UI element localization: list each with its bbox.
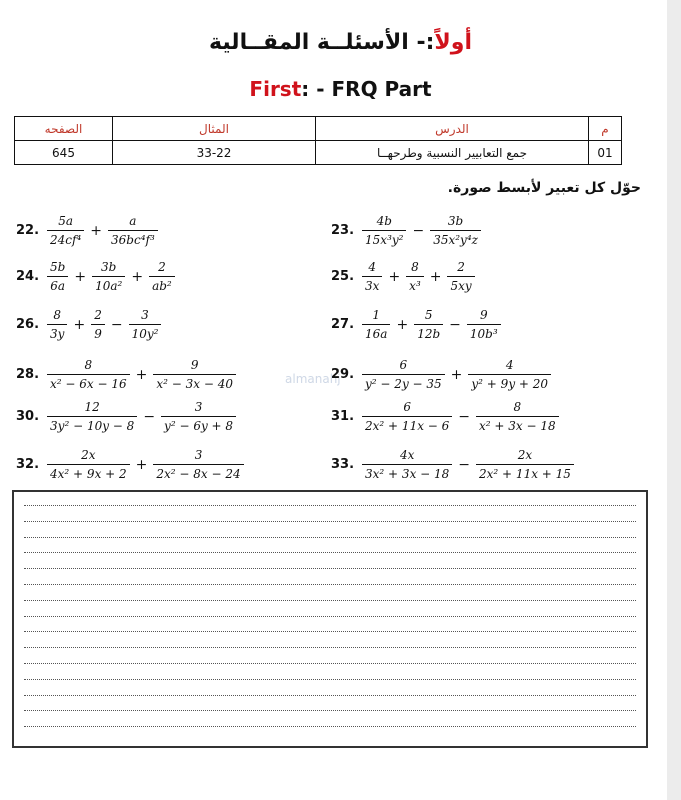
problem-number: 30. — [16, 409, 40, 424]
denominator: 6a — [47, 276, 68, 293]
arabic-title-red: أولاً — [434, 30, 473, 55]
fraction — [467, 308, 501, 341]
numerator: 2 — [158, 260, 166, 274]
fraction — [153, 358, 236, 391]
numerator: 2x — [81, 448, 96, 462]
denominator: x³ — [406, 276, 424, 293]
operator: − — [458, 456, 471, 473]
problem-number: 33. — [331, 457, 355, 472]
numerator: 4x — [399, 448, 415, 462]
denominator: 24cf⁴ — [47, 230, 84, 247]
problem-number: 27. — [331, 317, 355, 332]
denominator: y² − 6y + 8 — [161, 416, 236, 433]
fraction — [362, 400, 452, 433]
denominator: 36bc⁴f³ — [108, 230, 158, 247]
problem-24 — [16, 260, 177, 293]
numerator: 8 — [53, 308, 62, 322]
problem-number: 26. — [16, 317, 40, 332]
operator: + — [73, 316, 86, 333]
header-lesson: الدرس — [316, 117, 589, 141]
fraction — [108, 214, 158, 247]
denominator: 12b — [414, 324, 443, 341]
denominator: 10a² — [92, 276, 125, 293]
problem-number: 31. — [331, 409, 355, 424]
denominator: ab² — [149, 276, 175, 293]
fraction — [47, 260, 68, 293]
arabic-title — [0, 30, 681, 55]
denominator: 3y — [47, 324, 67, 341]
header-page: الصفحه — [15, 117, 113, 141]
denominator: x² − 6x − 16 — [47, 374, 130, 391]
denominator: 10y² — [129, 324, 162, 341]
writing-line — [24, 552, 636, 553]
problem-33 — [331, 448, 576, 481]
header-index: م — [589, 117, 622, 141]
english-title-rest: : - FRQ Part — [301, 77, 432, 101]
writing-line — [24, 584, 636, 585]
numerator: 8 — [84, 358, 93, 372]
numerator: 2 — [457, 260, 465, 274]
problem-number: 29. — [331, 367, 355, 382]
problem-number: 22. — [16, 223, 40, 238]
denominator: 2x² + 11x + 15 — [476, 464, 574, 481]
fraction — [476, 400, 559, 433]
english-title — [0, 77, 681, 101]
numerator: 4 — [505, 358, 514, 372]
operator: + — [90, 222, 103, 239]
operator: − — [110, 316, 123, 333]
numerator: 3 — [194, 448, 203, 462]
fraction — [447, 260, 474, 293]
writing-line — [24, 679, 636, 680]
denominator: 35x²y⁴z — [430, 230, 481, 247]
numerator: a — [129, 214, 137, 228]
cell-lesson: جمع التعابيير النسبية وطرحهــا — [316, 141, 589, 165]
fraction — [468, 358, 551, 391]
fraction — [362, 308, 390, 341]
fraction — [430, 214, 481, 247]
writing-line — [24, 521, 636, 522]
writing-line — [24, 726, 636, 727]
cell-example: 33-22 — [113, 141, 316, 165]
numerator: 4 — [368, 260, 377, 274]
answer-box[interactable] — [12, 490, 648, 748]
operator: − — [412, 222, 425, 239]
fraction — [161, 400, 236, 433]
problem-30 — [16, 400, 238, 433]
numerator: 3 — [194, 400, 203, 414]
denominator: 3x — [362, 276, 382, 293]
fraction — [476, 448, 574, 481]
fraction — [47, 400, 137, 433]
problem-32 — [16, 448, 246, 481]
header-example: المثال — [113, 117, 316, 141]
problem-number: 28. — [16, 367, 40, 382]
numerator: 6 — [403, 400, 411, 414]
numerator: 1 — [372, 308, 381, 322]
problem-number: 32. — [16, 457, 40, 472]
operator: − — [143, 408, 156, 425]
operator: + — [131, 268, 144, 285]
cell-index: 01 — [589, 141, 622, 165]
lesson-table-header — [15, 117, 622, 141]
fraction — [47, 214, 84, 247]
writing-line — [24, 537, 636, 538]
numerator: 8 — [411, 260, 419, 274]
denominator: 4x² + 9x + 2 — [47, 464, 130, 481]
problem-29 — [331, 358, 553, 391]
writing-line — [24, 695, 636, 696]
writing-line — [24, 663, 636, 664]
fraction — [149, 260, 175, 293]
fraction — [362, 448, 452, 481]
denominator: 15x³y² — [362, 230, 406, 247]
problem-number: 25. — [331, 269, 355, 284]
page-edge — [667, 0, 681, 800]
denominator: 2x² + 11x − 6 — [362, 416, 452, 433]
writing-line — [24, 568, 636, 569]
writing-line — [24, 616, 636, 617]
fraction — [362, 214, 406, 247]
fraction — [47, 358, 130, 391]
problem-27 — [331, 308, 503, 341]
fraction — [92, 260, 125, 293]
problem-26 — [16, 308, 163, 341]
lesson-table — [14, 116, 622, 165]
english-title-red: First — [249, 77, 302, 101]
operator: + — [388, 268, 401, 285]
writing-line — [24, 647, 636, 648]
operator: + — [135, 366, 148, 383]
denominator: 3y² − 10y − 8 — [47, 416, 137, 433]
operator: + — [396, 316, 409, 333]
fraction — [47, 448, 130, 481]
fraction — [406, 260, 424, 293]
numerator: 5b — [50, 260, 66, 274]
operator: − — [458, 408, 471, 425]
writing-line — [24, 505, 636, 506]
numerator: 9 — [190, 358, 199, 372]
numerator: 4b — [376, 214, 392, 228]
numerator: 2 — [94, 308, 102, 322]
operator: + — [429, 268, 442, 285]
fraction — [153, 448, 243, 481]
fraction — [362, 358, 445, 391]
operator: + — [450, 366, 463, 383]
problem-number: 23. — [331, 223, 355, 238]
numerator: 6 — [399, 358, 408, 372]
numerator: 2x — [517, 448, 533, 462]
fraction — [129, 308, 162, 341]
problem-28 — [16, 358, 238, 391]
denominator: x² + 3x − 18 — [476, 416, 559, 433]
numerator: 5a — [58, 214, 74, 228]
denominator: 10b³ — [467, 324, 501, 341]
denominator: 3x² + 3x − 18 — [362, 464, 452, 481]
cell-page: 645 — [15, 141, 113, 165]
problem-23 — [331, 214, 483, 247]
problem-31 — [331, 400, 561, 433]
problem-25 — [331, 260, 477, 293]
numerator: 12 — [84, 400, 100, 414]
problem-22 — [16, 214, 160, 247]
fraction — [91, 308, 105, 341]
numerator: 3 — [141, 308, 149, 322]
numerator: 8 — [513, 400, 522, 414]
fraction — [47, 308, 67, 341]
writing-line — [24, 600, 636, 601]
fraction — [414, 308, 443, 341]
writing-line — [24, 710, 636, 711]
numerator: 5 — [424, 308, 433, 322]
operator: + — [135, 456, 148, 473]
arabic-title-rest: :- الأسئلــة المقــالية — [208, 30, 435, 55]
operator: + — [74, 268, 87, 285]
fraction — [362, 260, 382, 293]
denominator: 2x² − 8x − 24 — [153, 464, 243, 481]
operator: − — [449, 316, 461, 333]
denominator: 5xy — [447, 276, 474, 293]
numerator: 9 — [479, 308, 488, 322]
denominator: x² − 3x − 40 — [153, 374, 236, 391]
lesson-table-row — [15, 141, 622, 165]
denominator: 9 — [91, 324, 105, 341]
problem-number: 24. — [16, 269, 40, 284]
denominator: y² + 9y + 20 — [468, 374, 551, 391]
denominator: 16a — [362, 324, 390, 341]
instruction: حوّل كل تعبير لأبسط صورة. — [447, 180, 641, 196]
numerator: 3b — [447, 214, 464, 228]
writing-line — [24, 631, 636, 632]
denominator: y² − 2y − 35 — [362, 374, 445, 391]
watermark: almanahj — [285, 372, 341, 386]
numerator: 3b — [101, 260, 117, 274]
